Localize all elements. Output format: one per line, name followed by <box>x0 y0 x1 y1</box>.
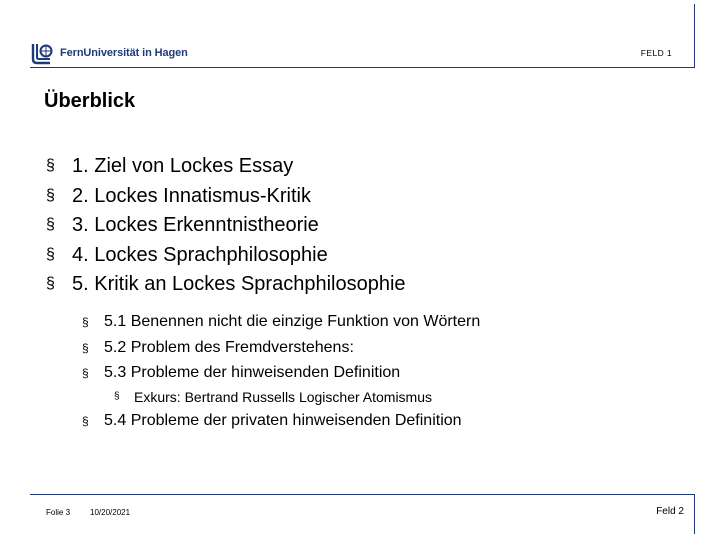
logo-text: FernUniversität in Hagen <box>60 47 188 59</box>
sub-list-continued <box>82 411 462 431</box>
bullet-icon: § <box>46 186 55 204</box>
bullet-icon: § <box>46 245 55 263</box>
list-item <box>46 243 406 273</box>
list-item-text: 4. Lockes Sprachphilosophie <box>72 243 328 266</box>
header-vertical-rule <box>694 4 695 68</box>
slide-number: Folie 3 <box>46 508 71 517</box>
sub-list-item <box>82 312 480 338</box>
slide-title: Überblick <box>44 90 136 112</box>
bullet-icon: § <box>46 216 55 233</box>
sub-list-item <box>82 338 480 364</box>
bullet-icon: § <box>46 157 55 174</box>
bullet-icon: § <box>46 275 55 292</box>
subsub-list-item-text: Exkurs: Bertrand Russells Logischer Atomismus <box>134 389 432 405</box>
list-item <box>46 184 406 214</box>
bullet-icon: § <box>82 366 89 380</box>
list-item-text: 5. Kritik an Lockes Sprachphilosophie <box>72 273 406 295</box>
bullet-icon: § <box>82 315 89 329</box>
feld-label-top: FELD 1 <box>640 48 672 58</box>
sub-list-item-text: 5.4 Probleme der privaten hinweisenden Definition <box>104 412 462 429</box>
footer-vertical-rule <box>694 494 695 534</box>
main-list <box>46 154 406 302</box>
bullet-icon: § <box>114 391 120 402</box>
sub-list <box>82 312 480 389</box>
bullet-icon: § <box>82 340 89 355</box>
university-emblem-icon <box>30 41 56 65</box>
sub-list-item-text: 5.1 Benennen nicht die einzige Funktion von Wörtern <box>104 313 481 330</box>
list-item-text: 1. Ziel von Lockes Essay <box>72 155 294 177</box>
footer-rule <box>30 494 694 495</box>
sub-list-item-text: 5.3 Probleme der hinweisenden Definition <box>104 364 401 381</box>
header-rule <box>30 67 694 68</box>
list-item-text: 2. Lockes Innatismus-Kritik <box>72 184 311 207</box>
feld-label-bottom: Feld 2 <box>656 506 684 517</box>
sub-list-item <box>82 363 480 389</box>
list-item <box>46 213 406 243</box>
subsub-list-item <box>114 388 432 406</box>
slide-date: 10/20/2021 <box>90 508 131 517</box>
university-logo <box>30 40 188 66</box>
list-item <box>46 154 406 184</box>
bullet-icon: § <box>82 414 89 428</box>
subsub-list <box>114 388 432 406</box>
list-item <box>46 272 406 302</box>
sub-list-item-text: 5.2 Problem des Fremdverstehens: <box>104 338 354 356</box>
sub-list-item <box>82 411 462 431</box>
list-item-text: 3. Lockes Erkenntnistheorie <box>72 214 319 236</box>
